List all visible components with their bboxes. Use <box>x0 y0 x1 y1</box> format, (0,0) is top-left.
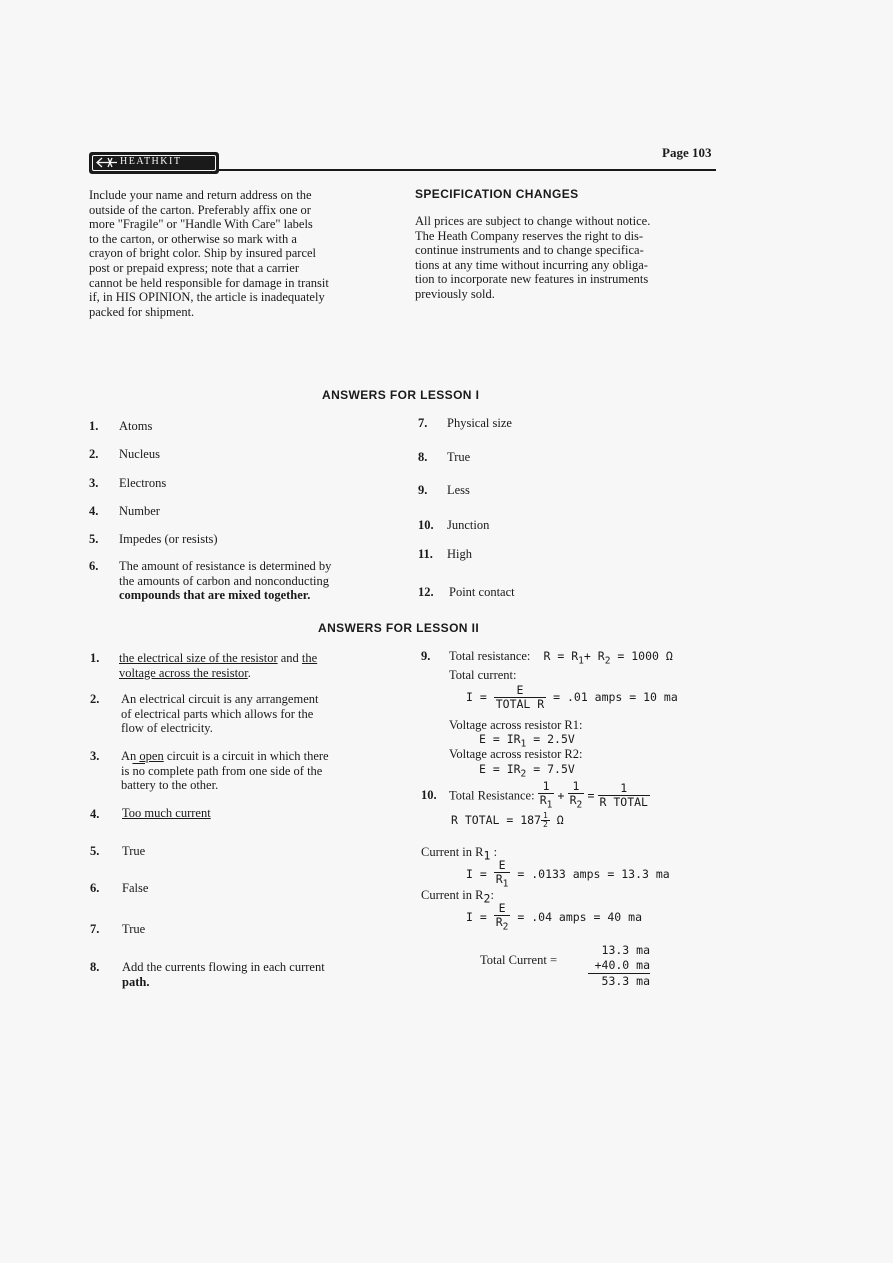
lesson2-title: ANSWERS FOR LESSON II <box>318 621 480 635</box>
answer-fragment: is <box>121 763 133 778</box>
fraction: $\frac{E}{\text{TOTAL R}}$ <box>495 683 545 711</box>
shipping-line: Include your name and return address on the <box>89 188 312 202</box>
answer-line: Add the currents flowing in each current <box>122 960 325 974</box>
spec-line: previously sold. <box>415 286 495 301</box>
spec-line: tions at any time without incurring any obliga- <box>415 257 648 272</box>
header-rule <box>217 169 716 171</box>
underlined-text: open <box>139 749 164 763</box>
answer-line: An electrical circuit is any arrangement <box>121 692 319 706</box>
shipping-line: more "Fragile" or "Handle With Care" labels <box>89 217 313 232</box>
answer-text: Atoms <box>119 419 153 433</box>
answer-text: False <box>122 881 149 895</box>
answer-text: Point contact <box>449 585 515 599</box>
spec-changes-paragraph <box>415 214 720 302</box>
answer-number: 4. <box>90 807 100 821</box>
answer-line: flow of electricity. <box>121 721 213 736</box>
answer-text <box>121 749 401 793</box>
underlined-text: the electrical size of the resistor <box>119 651 278 665</box>
spec-line: continue instruments and to change specifica- <box>415 243 644 258</box>
shipping-line: if, in HIS OPINION, the article is inadequately <box>89 290 325 305</box>
answer-text: True <box>122 844 146 858</box>
answer-text <box>122 960 402 989</box>
answer-number: 3. <box>89 476 99 490</box>
sum-result: 53.3 ma <box>601 974 650 988</box>
answer-text: Physical size <box>447 416 512 430</box>
answer-number: 6. <box>89 559 99 573</box>
answer-text: Electrons <box>119 476 167 490</box>
answer-number: 3. <box>90 749 100 763</box>
voltage-r1-formula: $E = IR_1 = 2.5V$ <box>479 732 575 750</box>
answer-text <box>121 692 401 736</box>
formula: $R = R_1+ R_2 = 1000$ Ω <box>543 649 673 667</box>
answer-fragment: . <box>247 665 251 680</box>
answer-text <box>119 651 404 680</box>
answer-number: 8. <box>90 960 100 974</box>
answer-text: Less <box>447 483 470 497</box>
logo-emblem-icon <box>96 156 118 169</box>
answer-line: path. <box>122 974 150 989</box>
spec-line: All prices are subject to change without notice. <box>415 214 651 228</box>
shipping-line: to the carton, or otherwise so mark with a <box>89 231 297 246</box>
answer-number: 5. <box>89 532 99 546</box>
spec-line: tion to incorporate new features in instruments <box>415 272 649 287</box>
shipping-line: packed for shipment. <box>89 304 195 319</box>
answer-number: 10. <box>418 518 434 532</box>
logo-text: HEATHKIT <box>120 156 182 167</box>
answer-fragment: An <box>121 749 140 763</box>
answer-number: 6. <box>90 881 100 895</box>
overlined-text: $\overline{no}$ <box>132 763 145 778</box>
underlined-text: the <box>301 651 318 665</box>
voltage-r2-formula: $E = IR_2 = 7.5V$ <box>479 762 575 780</box>
answer-number: 9. <box>421 649 431 663</box>
answer-text: High <box>447 547 472 561</box>
answer-text: True <box>447 450 471 464</box>
answer-line: the amounts of carbon and nonconducting <box>119 573 330 588</box>
underlined-text: voltage across the resistor <box>119 665 248 680</box>
lesson1-title: ANSWERS FOR LESSON I <box>322 388 480 402</box>
answer-text: Junction <box>447 518 490 532</box>
answer-text: Too much current <box>122 806 211 820</box>
answer-line: of electrical parts which allows for the <box>121 706 314 721</box>
total-current-label: Total current: <box>449 668 517 682</box>
heathkit-logo <box>89 152 219 174</box>
total-current-sum <box>588 943 650 989</box>
answer-number: 7. <box>90 922 100 936</box>
answer-number: 2. <box>90 692 100 706</box>
answer-number: 11. <box>418 547 433 561</box>
current-r1-label: Current in $R_1$ : <box>421 845 498 863</box>
shipping-line: outside of the carton. Preferably affix one or <box>89 202 311 217</box>
answer-number: 9. <box>418 483 428 497</box>
total-resistance-line <box>449 649 673 669</box>
fraction: $\frac{E}{R_2}$ <box>495 901 509 933</box>
total-current-label: Total Current = <box>480 953 557 967</box>
answer-text: True <box>122 922 146 936</box>
answer-number: 2. <box>89 447 99 461</box>
current-r1-formula: I = $\frac{E}{R_1}$ = .0133 amps = 13.3 ma <box>466 858 670 890</box>
formula-label: Total Resistance: <box>449 788 535 803</box>
spec-changes-title: SPECIFICATION CHANGES <box>415 187 579 201</box>
current-r2-formula: I = $\frac{E}{R_2}$ = .04 amps = 40 ma <box>466 901 642 933</box>
answer-number: 1. <box>90 651 100 665</box>
voltage-r1-label: Voltage across resistor R1: <box>449 718 583 732</box>
total-resistance-reciprocal: Total Resistance: $\frac{1}{R_1}$ + $\frac{1}{R_2}$ = $\frac{1}{\text{R TOTAL}}$ <box>449 779 648 811</box>
formula-label: Total resistance: <box>449 649 531 663</box>
shipping-line: cannot be held responsible for damage in transit <box>89 275 329 290</box>
spec-line: The Heath Company reserves the right to dis- <box>415 228 644 243</box>
fraction: $\frac{1}{R_1}$ <box>539 779 553 811</box>
answer-text: Impedes (or resists) <box>119 532 218 546</box>
answer-fragment: complete path from one side of the <box>144 763 323 778</box>
answer-fragment: circuit is a circuit in which there <box>163 749 329 763</box>
answer-number: 12. <box>418 585 434 599</box>
answer-line: compounds that are mixed together. <box>119 588 311 603</box>
total-resistance-result: R TOTAL = 187 $\frac{1}{2}$ Ω <box>451 811 564 829</box>
current-r2-label: Current in $R_2$: <box>421 888 494 906</box>
sum-term: 13.3 ma <box>601 943 650 957</box>
answer-number: 8. <box>418 450 428 464</box>
shipping-line: post or prepaid express; note that a carrier <box>89 260 299 275</box>
current-formula: I = $\frac{E}{\text{TOTAL R}}$ = .01 amps = 10 ma <box>466 683 678 711</box>
answer-text: Number <box>119 504 160 518</box>
answer-line: The amount of resistance is determined by <box>119 559 332 573</box>
answer-number: 7. <box>418 416 428 430</box>
fraction: $\frac{1}{\text{R TOTAL}}$ <box>599 781 648 810</box>
fraction: $\frac{1}{R_2}$ <box>569 779 583 811</box>
answer-number: 1. <box>89 419 99 433</box>
answer-line: battery to the other. <box>121 778 219 793</box>
shipping-paragraph <box>89 188 394 319</box>
answer-fragment: and <box>277 651 302 665</box>
answer-number: 4. <box>89 504 99 518</box>
voltage-r2-label: Voltage across resistor R2: <box>449 747 583 761</box>
answer-text <box>119 559 399 603</box>
shipping-line: crayon of bright color. Ship by insured parcel <box>89 246 317 261</box>
page-number: Page 103 <box>662 145 712 160</box>
answer-number: 5. <box>90 844 100 858</box>
answer-number: 10. <box>421 788 437 802</box>
fraction: $\frac{E}{R_1}$ <box>495 858 509 890</box>
sum-term: +40.0 ma <box>588 958 650 974</box>
answer-text: Nucleus <box>119 447 160 461</box>
